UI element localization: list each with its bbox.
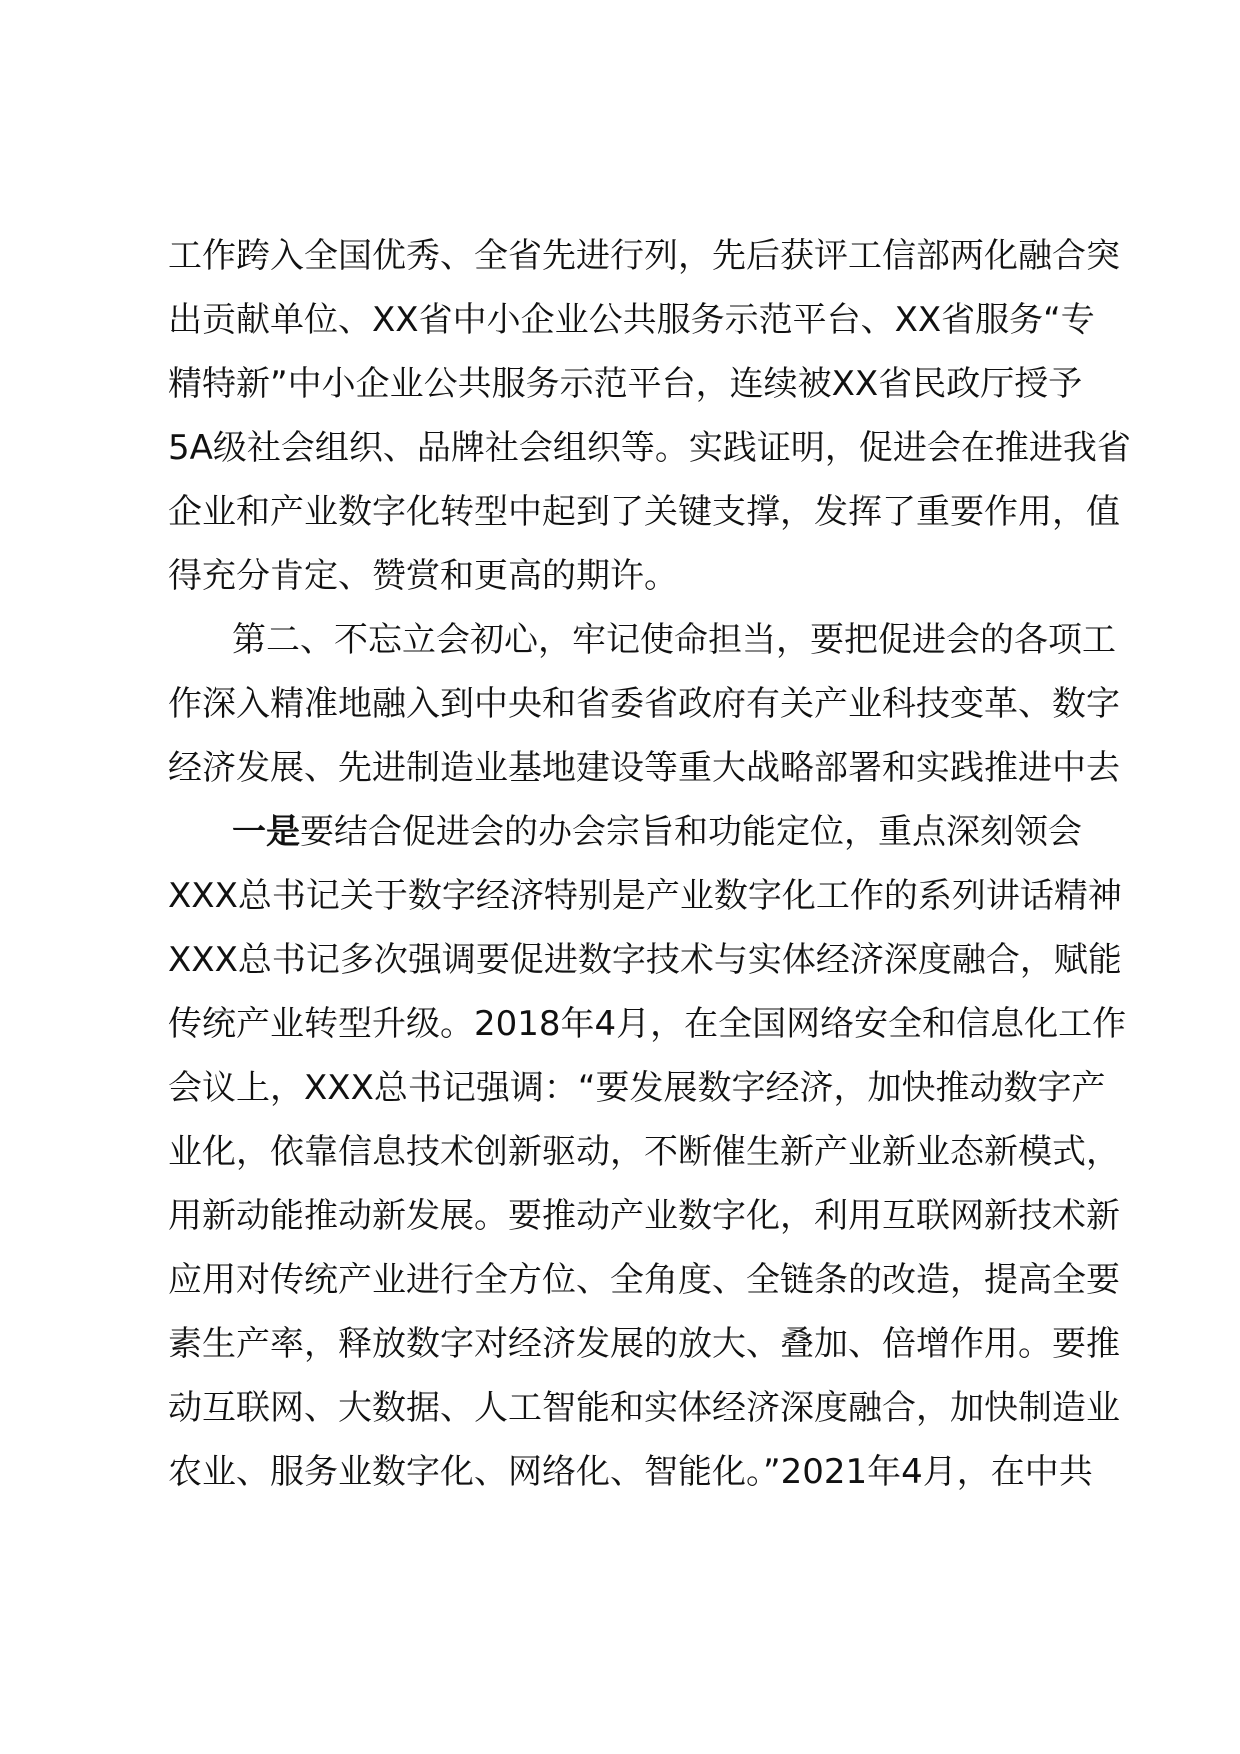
text-line: 业化，依靠信息技术创新驱动，不断催生新产业新业态新模式， — [168, 1132, 1120, 1172]
text-line: 第二、不忘立会初心，牢记使命担当，要把促进会的各项工 — [232, 620, 1116, 660]
text-line — [168, 812, 1108, 879]
text-line: 经济发展、先进制造业基地建设等重大战略部署和实践推进中去 — [168, 748, 1120, 788]
text-line: 素生产率，释放数字对经济发展的放大、叠加、倍增作用。要推 — [168, 1324, 1120, 1364]
text-line: 精特新”中小企业公共服务示范平台，连续被XX省民政厅授予 — [168, 364, 1083, 404]
paragraph-achievements — [168, 236, 1131, 623]
bold-lead-text: 一是 — [232, 812, 300, 852]
paragraph-first-item — [168, 812, 1127, 1519]
text-line: 会议上，XXX总书记强调：“要发展数字经济，加快推动数字产 — [168, 1068, 1106, 1108]
text-line: 出贡献单位、XX省中小企业公共服务示范平台、XX省服务“专 — [168, 300, 1095, 340]
text-line: 企业和产业数字化转型中起到了关键支撑，发挥了重要作用，值 — [168, 492, 1120, 532]
text-line: 动互联网、大数据、人工智能和实体经济深度融合，加快制造业 — [168, 1388, 1120, 1428]
text-line: XXX总书记关于数字经济特别是产业数字化工作的系列讲话精神 — [168, 876, 1122, 916]
text-line: 得充分肯定、赞赏和更高的期许。 — [168, 556, 678, 596]
text-line: XXX总书记多次强调要促进数字技术与实体经济深度融合，赋能 — [168, 940, 1122, 980]
paragraph-second-point — [168, 620, 1120, 815]
text-line: 5A级社会组织、品牌社会组织等。实践证明，促进会在推进我省 — [168, 428, 1131, 468]
text-line: 用新动能推动新发展。要推动产业数字化，利用互联网新技术新 — [168, 1196, 1120, 1236]
text-line: 农业、服务业数字化、网络化、智能化。”2021年4月，在中共 — [168, 1452, 1093, 1492]
text-line: 工作跨入全国优秀、全省先进行列，先后获评工信部两化融合突 — [168, 236, 1120, 276]
text-line-rest: 要结合促进会的办会宗旨和功能定位，重点深刻领会 — [300, 812, 1082, 852]
text-line: 应用对传统产业进行全方位、全角度、全链条的改造，提高全要 — [168, 1260, 1120, 1300]
text-line: 传统产业转型升级。2018年4月，在全国网络安全和信息化工作 — [168, 1004, 1127, 1044]
document-page — [168, 236, 1131, 1519]
text-line: 作深入精准地融入到中央和省委省政府有关产业科技变革、数字 — [168, 684, 1120, 724]
